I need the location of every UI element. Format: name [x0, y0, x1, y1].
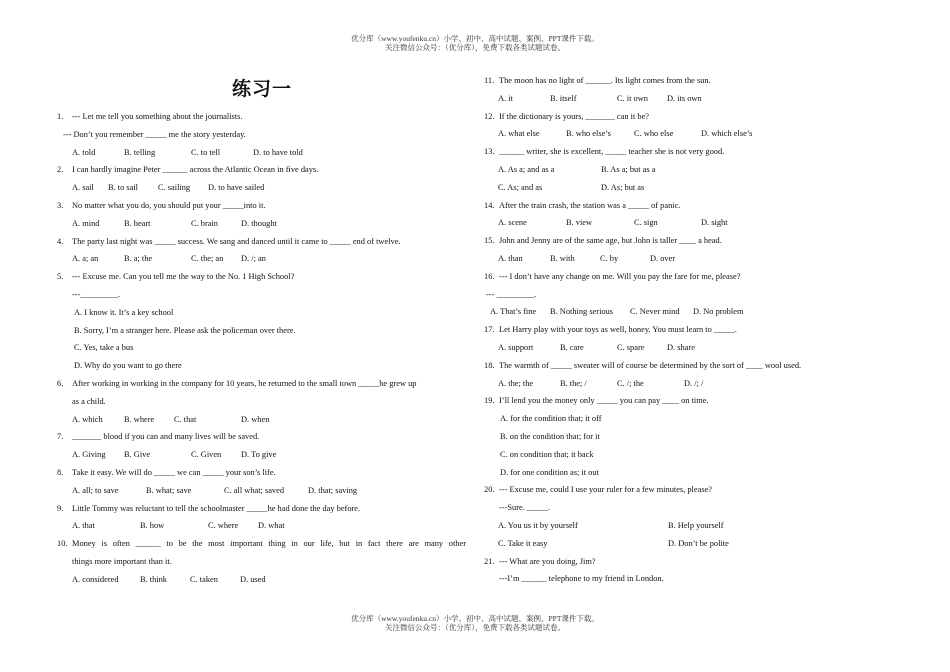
- option-a[interactable]: A. sail: [72, 183, 94, 193]
- option-a[interactable]: A. the; the: [498, 378, 534, 388]
- option-a[interactable]: A. what else: [498, 129, 540, 139]
- question-19: [484, 392, 894, 410]
- option-a[interactable]: A. That’s fine: [490, 307, 537, 317]
- question-number: 5.: [57, 272, 64, 282]
- option-d[interactable]: D. which else’s: [701, 129, 753, 139]
- question-stem: --- What are you doing, Jim?: [499, 556, 596, 566]
- question-8: [57, 464, 467, 482]
- question-14: [484, 197, 894, 215]
- question-number: 17.: [484, 325, 495, 335]
- question-number: 19.: [484, 396, 495, 406]
- question-number: 20.: [484, 485, 495, 495]
- question-stem-continued: --- Don’t you remember _____ me the story yesterday.: [63, 129, 246, 139]
- question-stem: The warmth of _____ sweater will of course be determined by the sort of ____ wool used.: [499, 360, 802, 370]
- left-column: [57, 108, 467, 589]
- option-a[interactable]: A. told: [72, 147, 96, 157]
- question-number: 1.: [57, 112, 64, 121]
- right-column: [484, 72, 894, 588]
- options-row: [484, 375, 894, 393]
- page-header: [0, 34, 950, 52]
- option-c[interactable]: C. that: [174, 414, 197, 424]
- question-number: 12.: [484, 111, 495, 121]
- option-c[interactable]: C. As; and as: [498, 182, 543, 192]
- option-a[interactable]: A. a; an: [72, 254, 99, 264]
- option-d[interactable]: D. /; /: [684, 378, 704, 388]
- option-c[interactable]: C. Take it easy: [498, 538, 548, 548]
- options-row: [484, 161, 894, 179]
- question-stem: John and Jenny are of the same age, but John is taller ____ a head.: [499, 236, 722, 246]
- question-number: 8.: [57, 467, 64, 477]
- option-d[interactable]: D. its own: [667, 93, 702, 103]
- options-row: [57, 179, 467, 197]
- question-number: 9.: [57, 503, 64, 513]
- option-c[interactable]: C. all what; saved: [224, 485, 285, 495]
- option-c[interactable]: C. it own: [617, 93, 648, 103]
- option-d[interactable]: D. share: [667, 342, 695, 352]
- question-number: 3.: [57, 200, 64, 210]
- question-stem: _______ blood if you can and many lives will be saved.: [72, 432, 260, 442]
- option-a[interactable]: A. support: [498, 342, 534, 352]
- options-row: [484, 179, 894, 197]
- option-b[interactable]: B. care: [560, 342, 584, 352]
- question-number: 10.: [57, 539, 68, 549]
- question-number: 21.: [484, 556, 495, 566]
- option-a[interactable]: A. I know it. It’s a key school: [74, 307, 174, 317]
- option-d[interactable]: D. for one condition as; it out: [500, 467, 599, 477]
- options-row: [57, 571, 467, 589]
- option-d[interactable]: D. Why do you want to go there: [74, 361, 182, 371]
- question-number: 6.: [57, 378, 64, 388]
- option-a[interactable]: A. You us it by yourself: [498, 520, 578, 530]
- option-d[interactable]: D. over: [650, 253, 676, 263]
- option-a[interactable]: A. than: [498, 253, 523, 263]
- option-b[interactable]: B. As a; but as a: [601, 164, 656, 174]
- option-c[interactable]: C. by: [600, 253, 619, 263]
- option-c[interactable]: C. the; an: [191, 254, 224, 264]
- question-17: [484, 321, 894, 339]
- question-stem: The party last night was _____ success. We sang and danced until it came to _____ end of twelve.: [72, 236, 401, 246]
- option-a[interactable]: A. mind: [72, 218, 100, 228]
- option-d[interactable]: D. that; saving: [308, 485, 358, 495]
- question-stem: --- Let me tell you something about the journalists.: [72, 112, 243, 121]
- options-row: [484, 90, 894, 108]
- question-stem: The moon has no light of ______. Its light comes from the sun.: [499, 76, 711, 85]
- question-3: [57, 197, 467, 215]
- option-a[interactable]: A. As a; and as a: [498, 164, 555, 174]
- question-number: 11.: [484, 76, 495, 85]
- option-a[interactable]: A. which: [72, 414, 103, 424]
- question-4: [57, 233, 467, 251]
- options-row: [57, 446, 467, 464]
- options-row: [484, 303, 894, 321]
- question-9: [57, 500, 467, 518]
- option-a[interactable]: A. all; to save: [72, 485, 119, 495]
- page-title: 练习一: [232, 78, 293, 100]
- question-10: [57, 535, 466, 553]
- option-c[interactable]: C. where: [208, 521, 239, 531]
- question-stem: After working in working in the company for 10 years, he returned to the small town _____he grew up: [72, 378, 417, 388]
- option-d[interactable]: D. used: [240, 574, 266, 584]
- option-b[interactable]: B. heart: [124, 218, 151, 228]
- question-11: [484, 72, 894, 90]
- question-number: 18.: [484, 360, 495, 370]
- options-row: [484, 250, 894, 268]
- question-stem: If the dictionary is yours, _______ can it be?: [499, 111, 650, 121]
- option-a[interactable]: A. for the condition that; it off: [500, 414, 602, 424]
- question-stem: ______ writer, she is excellent, _____ teacher she is not very good.: [499, 147, 725, 157]
- answer-blank: ---Sure. _____.: [499, 503, 550, 513]
- option-d[interactable]: D. As; but as: [601, 182, 645, 192]
- question-number: 4.: [57, 236, 64, 246]
- question-stem: I’ll lend you the money only _____ you can pay ____ on time.: [499, 396, 709, 406]
- options-row: [57, 144, 467, 162]
- option-d[interactable]: D. No problem: [693, 307, 744, 317]
- question-stem: Let Harry play with your toys as well, honey. You must learn to _____.: [499, 325, 737, 335]
- question-stem: Take it easy. We will do _____ we can _____ your son’s life.: [72, 467, 276, 477]
- question-number: 13.: [484, 147, 495, 157]
- question-stem-continued: ---I’m ______ telephone to my friend in London.: [499, 574, 664, 584]
- question-stem: No matter what you do, you should put your _____into it.: [72, 200, 266, 210]
- option-b[interactable]: B. how: [140, 521, 165, 531]
- option-a[interactable]: A. considered: [72, 574, 119, 584]
- option-c[interactable]: C. sign: [634, 218, 658, 228]
- question-number: 15.: [484, 236, 495, 246]
- option-b[interactable]: B. think: [140, 574, 167, 584]
- options-row: [484, 339, 894, 357]
- option-d[interactable]: D. thought: [241, 218, 277, 228]
- option-a[interactable]: A. it: [498, 93, 513, 103]
- question-stem: --- Excuse me, could I use your ruler for a few minutes, please?: [499, 485, 713, 495]
- question-15: [484, 232, 894, 250]
- question-number: 16.: [484, 271, 495, 281]
- question-16: [484, 268, 894, 286]
- question-20: [484, 481, 894, 499]
- answer-blank: ---_________.: [72, 289, 121, 299]
- question-5: [57, 268, 467, 286]
- option-d[interactable]: D. Don’t be polite: [668, 538, 729, 548]
- question-21: [484, 553, 894, 571]
- question-6: [57, 375, 467, 393]
- question-stem: I can hardly imagine Peter ______ across the Atlantic Ocean in five days.: [72, 165, 319, 175]
- option-b[interactable]: B. Help yourself: [668, 520, 724, 530]
- option-c[interactable]: C. who else: [634, 129, 674, 139]
- question-stem: After the train crash, the station was a _____ of panic.: [499, 200, 681, 210]
- options-row: [57, 215, 467, 233]
- options-row: [57, 250, 467, 268]
- question-7: [57, 428, 467, 446]
- option-b[interactable]: B. view: [566, 218, 593, 228]
- question-stem: --- Excuse me. Can you tell me the way to the No. 1 High School?: [72, 272, 295, 282]
- option-d[interactable]: D. when: [241, 414, 270, 424]
- option-d[interactable]: D. to have told: [253, 147, 303, 157]
- option-b[interactable]: B. to sail: [108, 183, 139, 193]
- options-row: [57, 411, 467, 429]
- option-c[interactable]: C. brain: [191, 218, 218, 228]
- options-row: [484, 535, 894, 553]
- option-c[interactable]: C. Never mind: [630, 307, 680, 317]
- option-b[interactable]: B. with: [550, 253, 575, 263]
- option-d[interactable]: D. what: [258, 521, 285, 531]
- footer-line-2: 关注微信公众号：（优分库），免费下载各类试题试卷。: [385, 623, 565, 632]
- option-c[interactable]: C. Given: [191, 450, 222, 460]
- option-c[interactable]: C. sailing: [158, 183, 191, 193]
- options-row: [484, 517, 894, 535]
- option-b[interactable]: B. the; /: [560, 378, 587, 388]
- option-a[interactable]: A. that: [72, 521, 95, 531]
- question-1: [57, 108, 467, 126]
- option-b[interactable]: B. where: [124, 414, 155, 424]
- option-d[interactable]: D. /; an: [241, 254, 266, 264]
- question-number: 7.: [57, 432, 64, 442]
- option-b[interactable]: B. Sorry, I’m a stranger here. Please ask the policeman over there.: [74, 325, 296, 335]
- option-d[interactable]: D. to have sailed: [208, 183, 265, 193]
- question-stem-continued: things more important than it.: [72, 556, 172, 566]
- options-row: [57, 482, 467, 500]
- options-row: [57, 517, 467, 535]
- options-row: [484, 214, 894, 232]
- option-b[interactable]: B. who else’s: [566, 129, 611, 139]
- option-c[interactable]: C. taken: [190, 574, 218, 584]
- header-line-1: 优分库（www.youfenku.cn）小学、初中、高中试题、案例、PPT课件下载。: [351, 34, 599, 43]
- question-number: 2.: [57, 165, 64, 175]
- option-c[interactable]: C. Yes, take a bus: [74, 343, 134, 353]
- option-a[interactable]: A. Giving: [72, 450, 106, 460]
- question-stem-continued: as a child.: [72, 396, 106, 406]
- option-c[interactable]: C. on condition that; it back: [500, 449, 594, 459]
- question-12: [484, 108, 894, 126]
- option-d[interactable]: D. sight: [701, 218, 728, 228]
- question-stem: Money is often ______ to be the most important thing in our life, but in fact there are many other: [72, 539, 466, 549]
- question-number: 14.: [484, 200, 495, 210]
- question-stem: Little Tommy was reluctant to tell the schoolmaster _____he had done the day before.: [72, 503, 361, 513]
- option-b[interactable]: B. Nothing serious: [550, 307, 614, 317]
- question-13: [484, 143, 894, 161]
- answer-blank: --- _________.: [486, 289, 537, 299]
- question-2: [57, 161, 467, 179]
- option-c[interactable]: C. spare: [617, 342, 645, 352]
- option-a[interactable]: A. scene: [498, 218, 527, 228]
- footer-line-1: 优分库（www.youfenku.cn）小学、初中、高中试题、案例、PPT课件下载。: [351, 614, 599, 623]
- option-b[interactable]: B. a; the: [124, 254, 153, 264]
- question-18: [484, 357, 894, 375]
- question-stem: --- I don’t have any change on me. Will you pay the fare for me, please?: [499, 271, 741, 281]
- options-row: [484, 125, 894, 143]
- option-b[interactable]: B. on the condition that; for it: [500, 431, 600, 441]
- option-b[interactable]: B. itself: [550, 93, 577, 103]
- option-c[interactable]: C. /; the: [617, 378, 644, 388]
- option-b[interactable]: B. telling: [124, 147, 156, 157]
- page-footer: [0, 614, 950, 632]
- option-c[interactable]: C. to tell: [191, 147, 221, 157]
- option-b[interactable]: B. what; save: [146, 485, 192, 495]
- option-d[interactable]: D. To give: [241, 450, 277, 460]
- option-b[interactable]: B. Give: [124, 450, 151, 460]
- header-line-2: 关注微信公众号：（优分库），免费下载各类试题试卷。: [385, 43, 565, 52]
